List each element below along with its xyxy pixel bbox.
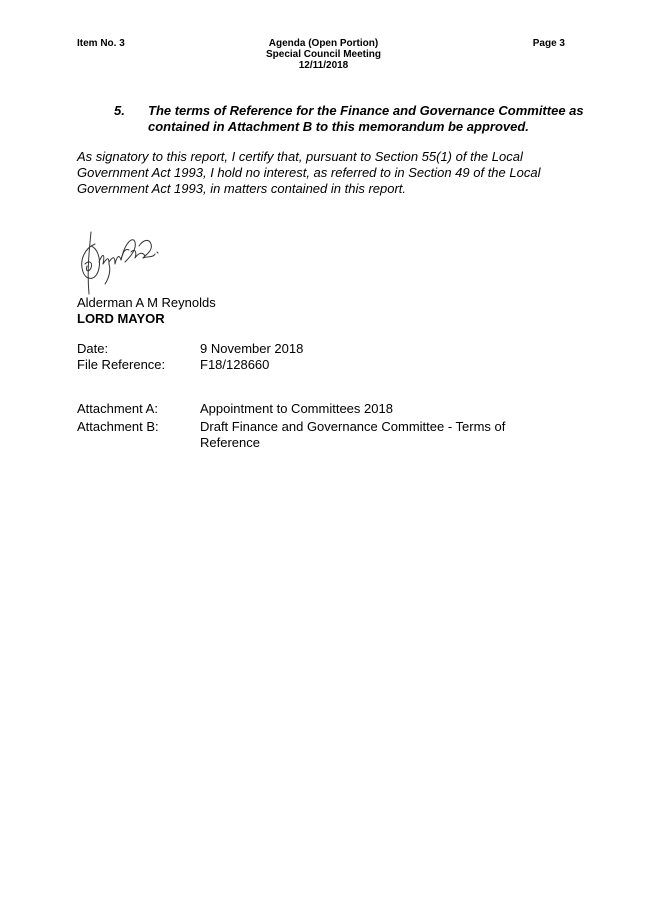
signatory-title: LORD MAYOR xyxy=(77,311,165,326)
signature-image xyxy=(73,222,168,297)
detail-label: File Reference: xyxy=(77,357,166,372)
report-details xyxy=(77,341,530,373)
certification-statement: As signatory to this report, I certify that, pursuant to Section 55(1) of the Local Government Act 1993, I hold no interest, as referred to in Section 49 of the Local Government Act 1993, in matters contained in this report. xyxy=(77,149,541,196)
resolution-text: The terms of Reference for the Finance and Governance Committee as contained in Attachment B to this memorandum be approved. xyxy=(148,103,584,134)
attachment-title: Appointment to Committees 2018 xyxy=(200,401,393,416)
signatory-block xyxy=(77,295,216,327)
header-item-number: Item No. 3 xyxy=(77,38,125,49)
attachment-label: Attachment A: xyxy=(77,401,158,416)
resolution-number: 5. xyxy=(114,103,125,118)
signatory-name: Alderman A M Reynolds xyxy=(77,295,216,310)
header-meeting-type: Special Council Meeting xyxy=(265,49,382,60)
attachments-list xyxy=(77,401,530,451)
header-agenda-label: Agenda (Open Portion) xyxy=(268,38,379,49)
attachment-title: Draft Finance and Governance Committee - Terms of Reference xyxy=(200,419,506,450)
detail-value: 9 November 2018 xyxy=(200,341,304,356)
detail-row xyxy=(77,341,530,357)
header-meeting-date: 12/11/2018 xyxy=(298,60,349,71)
attachment-label: Attachment B: xyxy=(77,419,159,434)
detail-value: F18/128660 xyxy=(200,357,270,372)
attachment-row xyxy=(77,419,530,451)
header-page-number: Page 3 xyxy=(532,38,565,49)
detail-label: Date: xyxy=(77,341,109,356)
detail-row xyxy=(77,357,530,373)
attachment-row xyxy=(77,401,530,417)
